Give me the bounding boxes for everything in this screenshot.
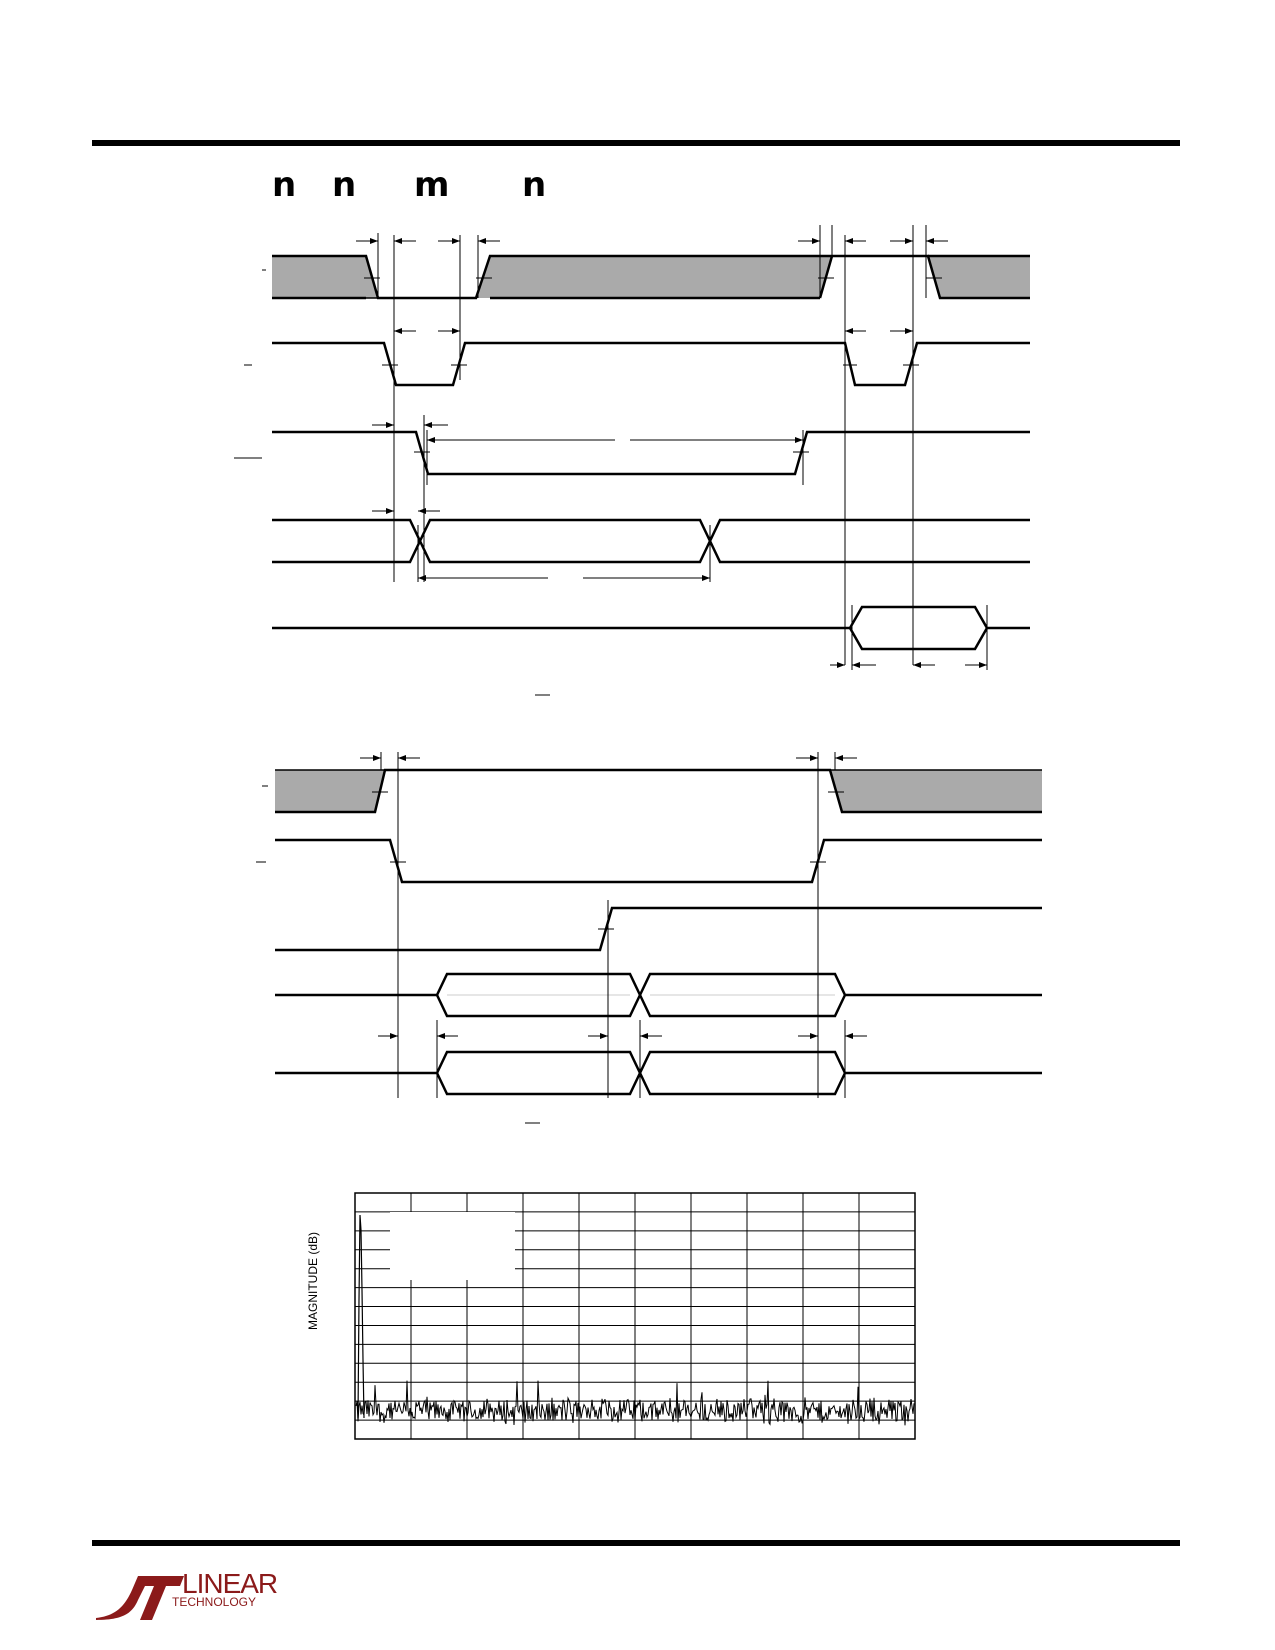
t1-timing-arrows xyxy=(356,241,987,665)
t1-signal-4-bus xyxy=(272,520,1030,562)
t1-signal-1 xyxy=(262,256,1030,298)
timing-diagram-1 xyxy=(234,225,1030,695)
t2-signal-5-bus xyxy=(275,1052,1042,1123)
logo-mark-icon xyxy=(94,1570,184,1626)
logo-text-line2: TECHNOLOGY xyxy=(172,1595,257,1609)
t2-signal-1 xyxy=(262,770,1042,812)
title-glyph-1: n xyxy=(272,165,297,205)
company-logo xyxy=(94,1570,284,1626)
t1-signal-2 xyxy=(244,343,1030,385)
t2-signal-4-bus xyxy=(275,974,1042,1016)
logo-text-line1: LINEAR xyxy=(182,1568,278,1599)
t2-reference-lines xyxy=(381,752,845,1098)
title-glyph-2: n xyxy=(332,165,357,205)
t1-signal-5 xyxy=(272,607,1030,695)
fft-y-axis-label: MAGNITUDE (dB) xyxy=(306,1231,320,1330)
t2-signal-3 xyxy=(275,908,1042,950)
fft-legend-box xyxy=(390,1212,515,1280)
fft-plot xyxy=(355,1193,915,1439)
t2-signal-2 xyxy=(256,840,1042,882)
title-glyph-4: n xyxy=(522,165,547,205)
fft-fundamental-peak xyxy=(358,1215,364,1418)
timing-diagram-2 xyxy=(256,752,1042,1123)
title-glyph-3: m xyxy=(414,165,450,205)
t1-signal-3 xyxy=(234,432,1030,474)
bottom-rule xyxy=(92,1540,1180,1546)
